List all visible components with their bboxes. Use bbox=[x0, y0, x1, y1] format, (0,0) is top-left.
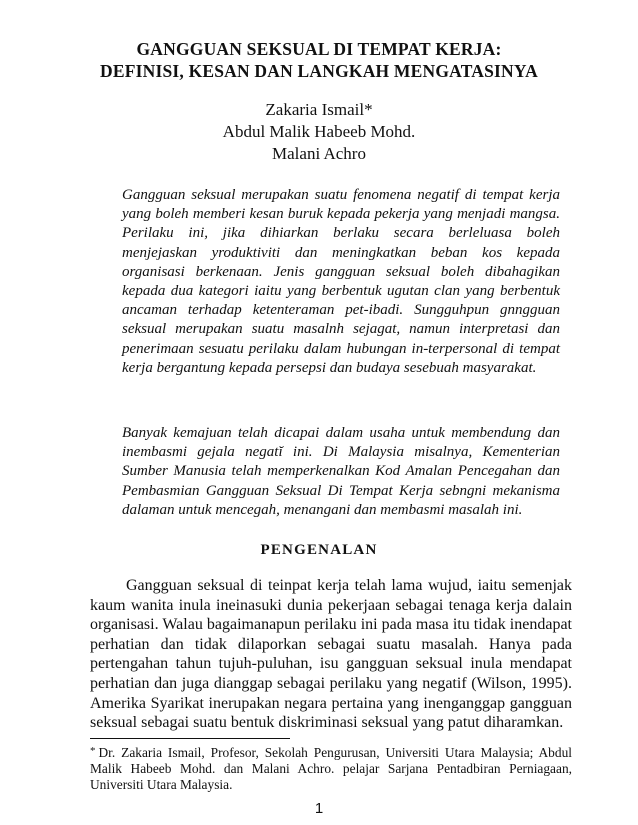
author-3: Malani Achro bbox=[272, 144, 366, 163]
abstract-paragraph-2: Banyak kemajuan telah dicapai dalam usaha untuk membendung dan inembasmi gejala negatĭ ini. Di Malaysia misalnya, Kementerian Sumber Manusia telah memperkenalkan Kod Amalan Pencegahan dan Pembasmian Gangguan Seksual Di Tempat Kerja sebngni mekanisma dalaman untuk mencegah, menangani dan membasmi masalah ini. bbox=[122, 425, 560, 518]
footnote-divider bbox=[90, 738, 290, 739]
footnote-text: Dr. Zakaria Ismail, Profesor, Sekolah Pengurusan, Universiti Utara Malaysia; Abdul Malik Habeeb Mohd. dan Malani Achro. pelajar Sarjana Pentadbiran Perniagaan, Universiti Utara Malaysia. bbox=[90, 745, 572, 793]
title-line-1: GANGGUAN SEKSUAL DI TEMPAT KERJA: bbox=[136, 39, 502, 59]
footnote bbox=[90, 743, 572, 794]
abstract-paragraph-1: Gangguan seksual merupakan suatu fenomena negatif di tempat kerja yang boleh memberi kesan buruk kepada pekerja yang menjadi mangsa. Perilaku ini, jika dihiarkan berlaku secara berleluasa boleh menjejaskan yroduktiviti dan meningkatkan beban kos kepada organisasi berkenaan. Jenis gangguan seksual boleh dibahagikan kepada dua kategori iaitu yang berbentuk ugutan clan yang berbentuk ancaman terhadap ketenteraman pet-ibadi. Sungguhpun gnngguan seksual merupakan suatu masalnh sejagat, namun interpretasi dan penerimaan sesuatu perilaku dalam hubungan in-terpersonal di tempat kerja bergantung kepada persepsi dan budaya sesebuah masyarakat. bbox=[122, 187, 560, 376]
section-heading: PENGENALAN bbox=[260, 542, 378, 558]
introduction-paragraph: Gangguan seksual di teinpat kerja telah lama wujud, iaitu semenjak kaum wanita inula ineinasuki dunia pekerjaan sebagai tenaga kerja dalain organisasi. Walau bagaimanapun perilaku ini pada masa itu tidak inendapat perhatian dan tidak dilaporkan sebagai suatu masalah. Hanya pada pertengahan tahun tujuh-puluhan, isu gangguan seksual inula mendapat perhatian dan juga dianggap sebagai perilaku yang negatif (Wilson, 1995). Amerika Syarikat inerupakan negara pertaina yang inenganggap gangguan seksual sebagai suatu bentuk diskriminasi seksual yang patut diharamkan. bbox=[90, 577, 572, 732]
author-2: Abdul Malik Habeeb Mohd. bbox=[222, 122, 416, 141]
author-1: Zakaria Ismail* bbox=[265, 100, 373, 119]
footnote-marker: * bbox=[90, 745, 96, 757]
author-list bbox=[60, 99, 578, 165]
title-line-2: DEFINISI, KESAN DAN LANGKAH MENGATASINYA bbox=[100, 61, 538, 81]
page-number: 1 bbox=[314, 800, 324, 817]
paper-title bbox=[60, 38, 578, 82]
